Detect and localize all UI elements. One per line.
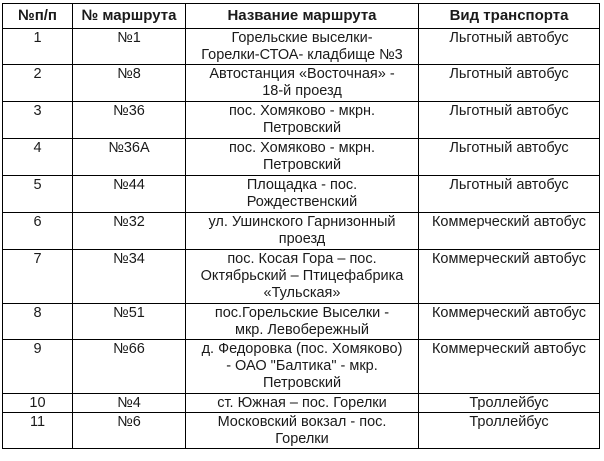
cell-num: 6 [3, 213, 73, 250]
cell-route-number: №36 [73, 102, 186, 139]
route-name-line: Петровский [262, 375, 342, 391]
cell-route-number: №44 [73, 176, 186, 213]
cell-route-name [186, 340, 419, 394]
route-name-line: «Тульская» [263, 285, 341, 301]
route-name-line: Горельские выселки- [231, 30, 373, 46]
cell-num: 5 [3, 176, 73, 213]
cell-route-name [186, 250, 419, 304]
route-name-line: Горелки [275, 431, 329, 447]
cell-route-number: №34 [73, 250, 186, 304]
table-row [3, 139, 600, 176]
routes-table [2, 3, 600, 449]
table-row [3, 176, 600, 213]
cell-transport-type: Коммерческий автобус [419, 304, 600, 340]
cell-route-name [186, 304, 419, 340]
cell-route-number: №4 [73, 394, 186, 413]
cell-num: 4 [3, 139, 73, 176]
table-row [3, 29, 600, 65]
cell-route-number: №51 [73, 304, 186, 340]
route-name-line: пос. Хомяково - мкрн. [228, 103, 376, 119]
route-name-line: Петровский [262, 120, 342, 136]
cell-transport-type: Льготный автобус [419, 29, 600, 65]
route-name-line: мкр. Левобережный [234, 322, 370, 338]
header-route: № маршрута [73, 4, 186, 29]
cell-route-number: №36А [73, 139, 186, 176]
cell-route-name [186, 213, 419, 250]
cell-route-name [186, 413, 419, 449]
cell-transport-type: Троллейбус [419, 413, 600, 449]
route-name-line: д. Федоровка (пос. Хомяково) [201, 341, 403, 357]
cell-num: 2 [3, 65, 73, 102]
header-name: Название маршрута [186, 4, 419, 29]
cell-transport-type: Льготный автобус [419, 65, 600, 102]
table-row [3, 65, 600, 102]
table-row [3, 102, 600, 139]
table-header-row [3, 4, 600, 29]
table-body [3, 29, 600, 449]
route-name-line: Горелки-СТОА- кладбище №3 [201, 47, 403, 63]
route-name-line: пос. Хомяково - мкрн. [228, 140, 376, 156]
header-transport: Вид транспорта [419, 4, 600, 29]
cell-route-name [186, 139, 419, 176]
cell-transport-type: Коммерческий автобус [419, 250, 600, 304]
cell-num: 8 [3, 304, 73, 340]
cell-transport-type: Коммерческий автобус [419, 340, 600, 394]
route-name-line: Рождественский [246, 194, 358, 210]
route-name-line: Московский вокзал - пос. [217, 414, 387, 430]
cell-transport-type: Льготный автобус [419, 139, 600, 176]
cell-route-number: №8 [73, 65, 186, 102]
cell-route-number: №32 [73, 213, 186, 250]
cell-num: 7 [3, 250, 73, 304]
cell-route-name [186, 176, 419, 213]
cell-transport-type: Льготный автобус [419, 102, 600, 139]
cell-route-number: №66 [73, 340, 186, 394]
cell-route-name [186, 394, 419, 413]
cell-route-number: №1 [73, 29, 186, 65]
cell-route-number: №6 [73, 413, 186, 449]
cell-num: 10 [3, 394, 73, 413]
cell-route-name [186, 102, 419, 139]
route-name-line: Автостанция «Восточная» - [209, 66, 395, 82]
table-row [3, 394, 600, 413]
cell-route-name [186, 29, 419, 65]
table-row [3, 304, 600, 340]
route-name-line: проезд [278, 231, 326, 247]
route-name-line: ул. Ушинского Гарнизонный [208, 214, 396, 230]
route-name-line: - ОАО "Балтика" - мкр. [226, 358, 378, 374]
route-name-line: Площадка - пос. [246, 177, 358, 193]
cell-route-name [186, 65, 419, 102]
cell-transport-type: Троллейбус [419, 394, 600, 413]
cell-num: 3 [3, 102, 73, 139]
cell-num: 1 [3, 29, 73, 65]
route-name-line: Октябрьский – Птицефабрика [200, 268, 404, 284]
cell-transport-type: Льготный автобус [419, 176, 600, 213]
cell-num: 11 [3, 413, 73, 449]
header-num: №п/п [3, 4, 73, 29]
route-name-line: пос.Горельские Выселки - [214, 305, 390, 321]
route-name-line: 18-й проезд [262, 83, 342, 99]
table-row [3, 250, 600, 304]
table-row [3, 340, 600, 394]
cell-transport-type: Коммерческий автобус [419, 213, 600, 250]
cell-num: 9 [3, 340, 73, 394]
route-name-line: ст. Южная – пос. Горелки [217, 395, 387, 411]
table-row [3, 413, 600, 449]
route-name-line: Петровский [262, 157, 342, 173]
route-name-line: пос. Косая Гора – пос. [227, 251, 377, 267]
table-row [3, 213, 600, 250]
